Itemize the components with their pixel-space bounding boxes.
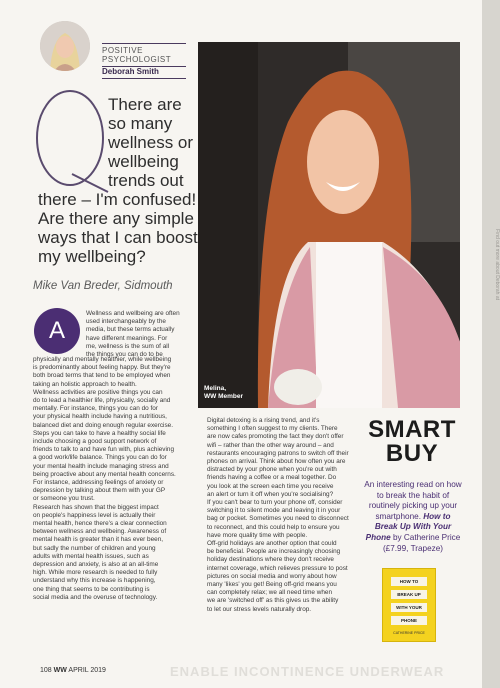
answer-a-badge: A	[34, 308, 80, 354]
cover-line: PHONE	[391, 616, 427, 625]
cover-line: WITH YOUR	[391, 603, 427, 612]
cover-author: CATHERINE PRICE	[393, 631, 425, 635]
cover-line: HOW TO	[391, 577, 427, 586]
photo-caption: Melina, WW Member	[204, 385, 243, 400]
member-photo	[198, 42, 460, 408]
ghost-bleed-text: ENABLE INCONTINENCE UNDERWEAR	[170, 664, 445, 679]
smart-buy-book-title: How to Break Up With Your Phone	[365, 511, 452, 542]
question-text: There are so many wellness or wellbeing trends out there – I'm confused! Are there any simple ways that I can boost my wellbeing?	[38, 95, 198, 266]
smart-buy-text: An interesting read on how to break the habit of routinely picking up your smartphone. How to Break Up With Your Phone by Catherine Price (£7.99, Trapeze)	[364, 480, 462, 553]
cover-line: BREAK UP	[391, 590, 427, 599]
answer-column-1: physically and mentally healthier, while wellbeing is predominantly about feeling happy. But they're both broad terms that tend to be employed when taking an holistic approach to health. Wellness activities are positive things you can do to lead a healthier life, physically, socially and mentally. For instance, things you can do for your physical health include having a nutritious, balanced diet and doing enough regular exercise. Steps you can take to have a healthy social life include choosing a good support network of friends to talk to and have fun with, plus achieving a good work/life balance. Things you can do for your mental health include managing stress and being proactive about any mental health concerns. For instance, addressing feelings of anxiety or depression by talking about them with your GP or someone you trust. Research has shown that the biggest impact on people's happiness level is actually their mental health, hence there's a clear connection between wellness and wellbeing. Awareness of mental health is greater than it has ever been, but sadly the number of children and young adults with mental health issues, such as depression and anxiety, is also at an all-time high. While more research is needed to fully understand why this increase is happening, one thing that seems to be contributing is social media and the overuse of technology.	[33, 356, 176, 601]
book-cover	[382, 568, 436, 642]
answer-column-2: Digital detoxing is a rising trend, and it's something I often suggest to my clients. There are now cafes promoting the fact they don't offer wifi – rather than the other way around – and restaurants encouraging patrons to switch off their phones on arrival. Think about how often you are distracted by your phone when you're out with friends having a coffee or a meal together. Do you look at the screen each time you receive an alert or turn it off when you're socialising? If you can't bear to turn your phone off, consider switching it to silent mode and leaving it in your bag or pocket. Sometimes you need to disconnect to reconnect, and this could help to ensure you have more quality time with people. Off-grid holidays are another option that could be beneficial. People are increasingly choosing holiday destinations where they don't receive internet coverage, which relieves pressure to post pictures on social media and worry about how many 'likes' you get! Being off-grid means you can completely relax; we all need time when we are 'switched off' as this gives us the ability to let our stress levels naturally drop.	[207, 417, 349, 613]
author-name: Deborah Smith	[102, 67, 159, 76]
answer-intro: Wellness and wellbeing are often used interchangeably by the media, but these terms actually have different meanings. For me, wellness is the sum of all the things you can do to be	[86, 310, 180, 359]
page-number: 108	[40, 667, 52, 674]
header-rule-bottom	[102, 78, 186, 79]
adjacent-page-edge	[482, 0, 500, 688]
question-asker: Mike Van Breder, Sidmouth	[33, 280, 173, 292]
author-avatar	[40, 21, 90, 71]
smart-buy-title: SMART BUY	[368, 416, 456, 467]
issue-date: APRIL 2019	[68, 667, 106, 674]
header-rule-top	[102, 43, 186, 44]
edge-text: Find out more about Deborah at	[494, 229, 500, 300]
magazine-name: WW	[53, 667, 67, 674]
page-footer	[40, 667, 106, 674]
author-role: POSITIVE PSYCHOLOGIST	[102, 46, 172, 64]
